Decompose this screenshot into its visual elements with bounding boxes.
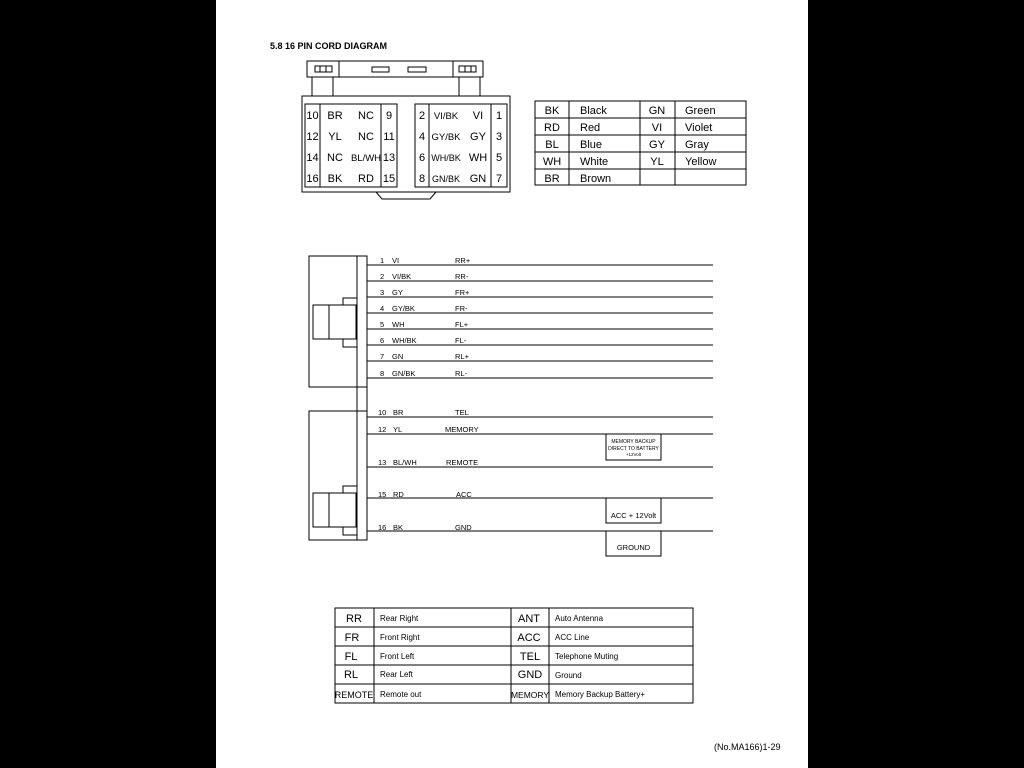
page-number: (No.MA166)1-29	[714, 742, 781, 752]
pin-color: WH	[468, 152, 488, 164]
wire-signal: RR-	[455, 272, 469, 281]
pin-number: 6	[418, 152, 426, 164]
wire-color: YL	[393, 425, 403, 434]
abbr-meaning: Ground	[555, 671, 582, 680]
abbreviation-text	[335, 613, 646, 700]
wire-color: GN	[392, 352, 404, 361]
wire-color: VI	[392, 256, 400, 265]
wire-color: GY	[392, 288, 403, 297]
abbr-code: FR	[344, 632, 360, 644]
legend-code: WH	[542, 156, 562, 168]
wire-pin: 16	[378, 523, 387, 532]
wire-color: GN/BK	[392, 369, 416, 378]
abbr-code: TEL	[519, 651, 541, 663]
legend-name: Green	[685, 105, 716, 117]
legend-name: Brown	[580, 173, 612, 185]
abbr-meaning: Remote out	[380, 690, 422, 699]
legend-name: Gray	[685, 139, 709, 151]
pin-number: 11	[383, 131, 395, 143]
connector-pin-labels	[306, 110, 502, 185]
wire-pin: 12	[378, 425, 387, 434]
legend-code: BL	[545, 139, 559, 151]
pin-number: 16	[306, 173, 319, 185]
pin-color: BK	[327, 173, 343, 185]
wire-signal: RR+	[455, 256, 471, 265]
pin-number: 15	[382, 173, 396, 185]
wire-color: WH	[392, 320, 405, 329]
wire-signal: GND	[455, 523, 472, 532]
pin-color: GY/BK	[431, 132, 461, 143]
pin-color: GY	[470, 131, 486, 143]
pin-number: 4	[418, 131, 426, 143]
wire-signal: RL-	[455, 369, 468, 378]
legend-code: VI	[651, 122, 663, 134]
pin-number: 5	[495, 152, 503, 164]
memory-backup-line: DIRECT TO BATTERY	[608, 446, 659, 452]
wire-signal: MEMORY	[445, 425, 479, 434]
wire-pin: 10	[378, 408, 387, 417]
latch-right	[459, 66, 476, 72]
abbr-meaning: Memory Backup Battery+	[555, 690, 646, 699]
pin-color: VI/BK	[433, 111, 459, 122]
wire-pin: 7	[380, 352, 385, 361]
pin-number: 8	[418, 173, 426, 185]
terminal-box-labels	[608, 439, 659, 552]
abbr-code: FL	[344, 651, 358, 663]
wire-signal: FR+	[455, 288, 470, 297]
abbr-code: RR	[346, 613, 362, 625]
pin-color: NC	[327, 152, 343, 164]
wire-pin: 13	[378, 458, 387, 467]
abbr-meaning: Rear Right	[380, 614, 419, 623]
pin-color: NC	[358, 131, 374, 143]
abbr-code: GND	[517, 669, 543, 681]
legend-code: GY	[649, 139, 665, 151]
pin-color: NC	[358, 110, 374, 122]
legend-code: BK	[544, 105, 560, 117]
wire-color: BR	[393, 408, 404, 417]
harness-plug-lower	[309, 411, 367, 540]
pin-number: 3	[495, 131, 503, 143]
legend-name: Yellow	[685, 156, 717, 168]
section-title: 5.8 16 PIN CORD DIAGRAM	[270, 41, 388, 51]
abbr-meaning: Auto Antenna	[555, 614, 604, 623]
wire-pin: 1	[380, 256, 385, 265]
memory-backup-line: +12Volt	[625, 452, 642, 457]
latch-left	[315, 66, 332, 72]
legend-name: Violet	[685, 122, 713, 134]
pin-color: WH/BK	[431, 153, 461, 163]
pin-number: 12	[306, 131, 319, 143]
harness-plug-upper	[309, 256, 367, 387]
pin-number: 7	[495, 173, 503, 185]
legend-name: Black	[580, 105, 607, 117]
wire-color: BL/WH	[393, 458, 417, 467]
harness-cord-bundle	[357, 256, 367, 540]
wire-signal: ACC	[456, 490, 472, 499]
pin-number: 9	[385, 110, 393, 122]
acc-box-label: ACC + 12Volt	[610, 511, 657, 520]
abbr-code: REMOTE	[334, 690, 374, 700]
wire-pin: 5	[380, 320, 385, 329]
wire-pin: 4	[380, 304, 385, 313]
legend-code: GN	[648, 105, 666, 117]
abbr-meaning: ACC Line	[555, 633, 590, 642]
wire-color: BK	[393, 523, 404, 532]
wire-signal: TEL	[455, 408, 469, 417]
wire-pin: 8	[380, 369, 385, 378]
pin-color: BL/WH	[350, 153, 382, 164]
wire-pin: 2	[380, 272, 385, 281]
ground-box-label: GROUND	[616, 543, 651, 552]
abbr-code: RL	[343, 669, 359, 681]
legend-name: Red	[580, 122, 601, 134]
pin-color: GN	[469, 173, 487, 185]
pin-color: BR	[327, 110, 343, 122]
legend-name: Blue	[580, 139, 603, 151]
pin-number: 14	[306, 152, 319, 164]
wire-pin: 3	[380, 288, 385, 297]
abbr-meaning: Telephone Muting	[555, 652, 619, 661]
pin-number: 1	[495, 110, 503, 122]
abbr-meaning: Front Left	[380, 652, 415, 661]
wire-signal: REMOTE	[446, 458, 479, 467]
abbr-code: ACC	[517, 632, 541, 644]
pin-number: 10	[306, 110, 319, 122]
wire-signal: RL+	[455, 352, 469, 361]
legend-name: White	[580, 156, 609, 168]
legend-code: RD	[544, 122, 560, 134]
connector-top-plug	[307, 61, 483, 77]
wire-signal: FL-	[455, 336, 467, 345]
abbr-code: MEMORY	[510, 690, 550, 700]
abbr-meaning: Front Right	[380, 633, 420, 642]
pin-color: VI	[472, 110, 484, 122]
abbr-code: ANT	[518, 613, 540, 625]
abbr-meaning: Rear Left	[380, 670, 413, 679]
pin-color: YL	[328, 131, 342, 143]
pin-color: GN/BK	[431, 174, 461, 184]
slot-right	[408, 67, 426, 72]
legend-code: BR	[544, 173, 560, 185]
wire-pin: 15	[378, 490, 387, 499]
wire-color: GY/BK	[392, 304, 415, 313]
pin-number: 13	[382, 152, 396, 164]
wire-signal: FL+	[455, 320, 469, 329]
wire-signal: FR-	[455, 304, 468, 313]
pin-color: RD	[358, 173, 374, 185]
slot-left	[372, 67, 389, 72]
pin-number: 2	[418, 110, 426, 122]
memory-backup-line: MEMORY BACKUP	[611, 439, 656, 445]
wire-color: RD	[393, 490, 404, 499]
wire-color: VI/BK	[392, 272, 412, 281]
wire-color: WH/BK	[392, 336, 417, 345]
wire-pin: 6	[380, 336, 385, 345]
legend-code: YL	[650, 156, 664, 168]
